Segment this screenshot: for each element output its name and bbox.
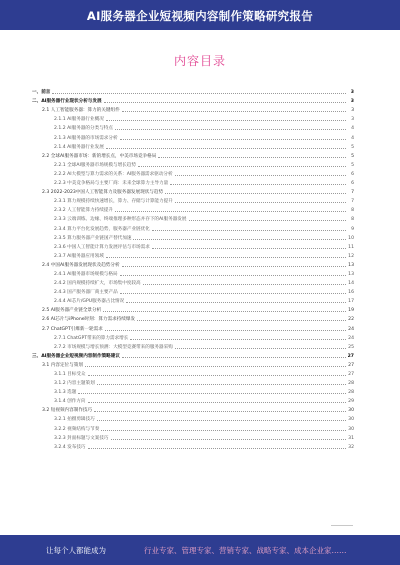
toc-entry-title: 2.1 人工智能服务器：算力的关键组件 xyxy=(42,108,120,114)
toc-entry[interactable] xyxy=(32,386,354,395)
toc-entry-title: 3.2.4 发布技巧 xyxy=(54,444,86,450)
toc-entry-title: 三、AI服务器企业短视频内容制作策略建议 xyxy=(32,353,120,359)
toc-leader-dots xyxy=(115,128,346,130)
footer-tagline: 行业专家、管理专家、营销专家、战略专家、成本企业家…… xyxy=(144,546,347,555)
toc-leader-dots xyxy=(122,356,346,358)
toc-leader-dots xyxy=(97,419,346,421)
toc-leader-dots xyxy=(143,283,346,285)
toc-entry[interactable] xyxy=(32,195,354,204)
toc-leader-dots xyxy=(78,392,346,394)
toc-entry[interactable] xyxy=(32,141,354,150)
toc-entry-page: 3 xyxy=(350,90,354,96)
toc-entry-title: 2.3.1 算力规模持续快速增长，算力、存储与计算能力提升 xyxy=(54,199,173,205)
toc-entry[interactable] xyxy=(32,313,354,322)
toc-entry[interactable] xyxy=(32,150,354,159)
toc-entry-title: 2.4.3 国产服务器厂商主要产品 xyxy=(54,290,118,296)
toc-entry[interactable] xyxy=(32,295,354,304)
toc-entry-title: 3.1.4 创作方向 xyxy=(54,399,86,405)
toc-leader-dots xyxy=(152,247,346,249)
toc-entry[interactable] xyxy=(32,404,354,413)
toc-entry-page: 5 xyxy=(351,153,354,159)
toc-entry-page: 7 xyxy=(351,190,354,196)
toc-entry-title: 2.3.3 云端训练、边缘、终端推理多种形态并存下的AI服务器发展 xyxy=(54,217,187,223)
toc-leader-dots xyxy=(111,438,347,440)
toc-leader-dots xyxy=(175,347,346,349)
toc-entry-title: 2.1.4 AI服务器行业发展 xyxy=(54,144,104,150)
toc-entry[interactable] xyxy=(32,304,354,313)
toc-entry-title: 2.2.2 AI大模型与算力需求的关系：AI服务器需求驱动分析 xyxy=(54,171,173,177)
toc-leader-dots xyxy=(115,210,346,212)
toc-entry-page: 27 xyxy=(348,362,354,368)
toc-entry[interactable] xyxy=(32,377,354,386)
toc-entry-page: 4 xyxy=(351,135,354,141)
toc-leader-dots xyxy=(189,219,347,221)
toc-entry-title: 2.4.2 国内规模持续扩大，市场集中度较高 xyxy=(54,281,141,287)
toc-leader-dots xyxy=(106,147,346,149)
toc-entry[interactable] xyxy=(32,113,354,122)
toc-entry[interactable] xyxy=(32,222,354,231)
toc-entry[interactable] xyxy=(32,177,354,186)
toc-entry-title: 2.3.5 算力服务器产业链国产替代加速 xyxy=(54,235,132,241)
toc-entry-page: 25 xyxy=(348,344,354,350)
footer-slogan: 让每个人都能成为 xyxy=(46,546,106,555)
toc-entry-page: 29 xyxy=(348,399,354,405)
toc-entry-page: 19 xyxy=(348,308,354,314)
toc-leader-dots xyxy=(101,429,346,431)
toc-entry-title: 2.4.4 AI芯片/GPU服务器占比情况 xyxy=(54,299,125,305)
toc-entry-title: 2.3 2022-2023中国人工智能算力及服务器发展现状与趋势 xyxy=(42,190,164,196)
toc-leader-dots xyxy=(137,319,346,321)
toc-entry-page: 5 xyxy=(351,162,354,168)
toc-entry-title: 3.2.3 封面标题与文案技巧 xyxy=(54,435,109,441)
toc-entry-page: 24 xyxy=(348,335,354,341)
toc-leader-dots xyxy=(175,201,346,203)
toc-entry-title: 2.1.2 AI服务器的分类与特点 xyxy=(54,126,113,132)
toc-entry[interactable] xyxy=(32,232,354,241)
toc-entry-page: 22 xyxy=(348,317,354,323)
toc-entry-page: 3 xyxy=(350,99,354,105)
toc-entry[interactable] xyxy=(32,395,354,404)
toc-entry-title: 3.1.3 选题 xyxy=(54,390,77,396)
toc-leader-dots xyxy=(106,256,346,258)
toc-entry[interactable] xyxy=(32,422,354,431)
report-title: AI服务器企业短视频内容制作策略研究报告 xyxy=(86,9,314,23)
toc-entry[interactable] xyxy=(32,432,354,441)
toc-entry[interactable] xyxy=(32,259,354,268)
toc-entry-title: 3.2 短视频内容制作技巧 xyxy=(42,408,93,414)
toc-entry[interactable] xyxy=(32,350,354,359)
toc-entry[interactable] xyxy=(32,95,354,104)
toc-entry-page: 3 xyxy=(351,117,354,123)
toc-leader-dots xyxy=(88,374,346,376)
toc-leader-dots xyxy=(175,174,346,176)
toc-entry-page: 27 xyxy=(348,372,354,377)
footer-banner xyxy=(0,535,400,565)
toc-entry-page: 32 xyxy=(348,444,354,450)
toc-entry-title: 2.7.1 ChatGPT带来的算力需求增长 xyxy=(54,335,129,341)
toc-entry[interactable] xyxy=(32,359,354,368)
toc-entry-title: 2.6 AI芯片与iPhone时刻：算力需求持续爆发 xyxy=(42,317,136,323)
toc-entry[interactable] xyxy=(32,332,354,341)
toc-entry-page: 9 xyxy=(351,226,354,232)
toc-entry-title: 3.2.1 拍摄剪辑技巧 xyxy=(54,417,95,423)
toc-entry-title: 3.2.2 视频结构与节奏 xyxy=(54,426,100,432)
toc-leader-dots xyxy=(120,274,346,276)
toc-entry-title: 2.2.1 全球AI服务器市场规模与增长趋势 xyxy=(54,162,136,168)
toc-entry[interactable] xyxy=(32,186,354,195)
toc-leader-dots xyxy=(158,156,346,158)
toc-leader-dots xyxy=(138,165,346,167)
toc-entry-title: 2.2 全球AI服务器市场：新的增长点，中美市场竞争格局 xyxy=(42,153,157,159)
toc-entry[interactable] xyxy=(32,104,354,113)
toc-entry[interactable] xyxy=(32,168,354,177)
toc-entry-title: 3.1 内容定位与策划 xyxy=(42,362,83,368)
toc-entry-page: 12 xyxy=(348,253,354,259)
toc-heading: 内容目录 xyxy=(173,54,226,68)
toc-leader-dots xyxy=(106,119,346,121)
toc-leader-dots xyxy=(97,383,346,385)
toc-leader-dots xyxy=(88,447,346,449)
toc-leader-dots xyxy=(152,229,346,231)
toc-entry-page: 6 xyxy=(351,181,354,187)
toc-entry-title: 2.1.3 AI服务器的市场需求分析 xyxy=(54,135,118,141)
toc-entry-page: 28 xyxy=(348,381,354,387)
toc-entry-page: 27 xyxy=(347,353,354,359)
toc-entry-page: 10 xyxy=(348,235,354,241)
toc-entry-page: 14 xyxy=(348,281,354,287)
toc-entry[interactable] xyxy=(32,441,354,450)
toc-leader-dots xyxy=(126,301,346,303)
toc-entry-title: 一、前言 xyxy=(32,90,51,96)
toc-entry-page: 7 xyxy=(351,199,354,205)
toc-entry-page: 6 xyxy=(351,171,354,177)
toc-entry[interactable] xyxy=(32,86,354,95)
toc-entry-page: 13 xyxy=(348,271,354,277)
toc-entry-page: 30 xyxy=(348,408,354,414)
toc-entry-page: 30 xyxy=(348,417,354,423)
toc-entry-title: 2.4 中国AI服务器发展现状及趋势分析 xyxy=(42,262,120,268)
toc-leader-dots xyxy=(120,292,346,294)
table-of-contents xyxy=(32,86,354,450)
toc-entry[interactable] xyxy=(32,286,354,295)
toc-entry-title: 3.1.1 目标受众 xyxy=(54,372,86,377)
toc-entry-title: 2.3.4 算力平台化发展趋势，服务器产业链优化 xyxy=(54,226,150,232)
toc-entry[interactable] xyxy=(32,213,354,222)
page-corner-mark xyxy=(331,511,353,526)
toc-leader-dots xyxy=(94,410,346,412)
toc-leader-dots xyxy=(103,310,346,312)
toc-entry-page: 8 xyxy=(351,208,354,214)
toc-entry-page: 16 xyxy=(348,290,354,296)
toc-entry-page: 13 xyxy=(348,262,354,268)
toc-entry-title: 2.3.6 中国人工智能计算力发展评估与市场需求 xyxy=(54,244,150,250)
toc-leader-dots xyxy=(104,101,346,103)
toc-entry[interactable] xyxy=(32,277,354,286)
toc-entry-page: 17 xyxy=(348,299,354,305)
toc-leader-dots xyxy=(52,92,346,94)
toc-entry-title: 3.1.2 内容主题策划 xyxy=(54,381,95,387)
toc-leader-dots xyxy=(122,265,346,267)
toc-leader-dots xyxy=(165,192,346,194)
toc-entry-page: 5 xyxy=(351,144,354,150)
toc-entry-title: 2.2.3 中美竞争格局与主要厂商：未来全球算力主导力量 xyxy=(54,181,169,187)
toc-entry-page: 4 xyxy=(351,126,354,132)
toc-entry-title: 2.3.7 AI服务器应用领域 xyxy=(54,253,104,259)
toc-leader-dots xyxy=(85,365,346,367)
toc-entry[interactable] xyxy=(32,250,354,259)
toc-entry-title: 2.1.1 AI服务器行业概况 xyxy=(54,117,104,123)
toc-entry[interactable] xyxy=(32,413,354,422)
toc-entry-title: 2.7 ChatGPT引爆新一轮需求 xyxy=(42,326,103,332)
toc-leader-dots xyxy=(133,238,346,240)
toc-entry[interactable] xyxy=(32,268,354,277)
toc-entry[interactable] xyxy=(32,204,354,213)
toc-entry[interactable] xyxy=(32,159,354,168)
toc-entry-page: 3 xyxy=(351,108,354,114)
toc-leader-dots xyxy=(88,401,346,403)
toc-entry-title: 2.3.2 人工智能算力持续提升 xyxy=(54,208,114,214)
toc-entry[interactable] xyxy=(32,131,354,140)
toc-entry[interactable] xyxy=(32,241,354,250)
toc-entry-page: 31 xyxy=(348,435,354,441)
toc-entry[interactable] xyxy=(32,322,354,331)
toc-leader-dots xyxy=(120,138,346,140)
toc-leader-dots xyxy=(122,110,346,112)
toc-leader-dots xyxy=(170,183,346,185)
toc-leader-dots xyxy=(105,329,346,331)
toc-entry-title: 2.7.2 市场规模与增长预测：大模型竞赛带来的服务器采购 xyxy=(54,344,173,350)
toc-entry[interactable] xyxy=(32,341,354,350)
header-banner xyxy=(0,0,400,30)
toc-entry[interactable] xyxy=(32,368,354,377)
toc-entry-page: 24 xyxy=(348,326,354,332)
toc-entry-page: 30 xyxy=(348,426,354,432)
toc-entry-page: 8 xyxy=(351,217,354,223)
toc-entry-title: 二、AI服务器行业现状分析与发展 xyxy=(32,99,102,105)
toc-entry[interactable] xyxy=(32,122,354,131)
toc-entry-page: 28 xyxy=(348,390,354,396)
toc-entry-title: 2.4.1 AI服务器市场规模与格局 xyxy=(54,271,118,277)
toc-leader-dots xyxy=(130,338,346,340)
toc-entry-page: 11 xyxy=(348,244,354,250)
toc-entry-title: 2.5 AI服务器产业链全景分析 xyxy=(42,308,102,314)
